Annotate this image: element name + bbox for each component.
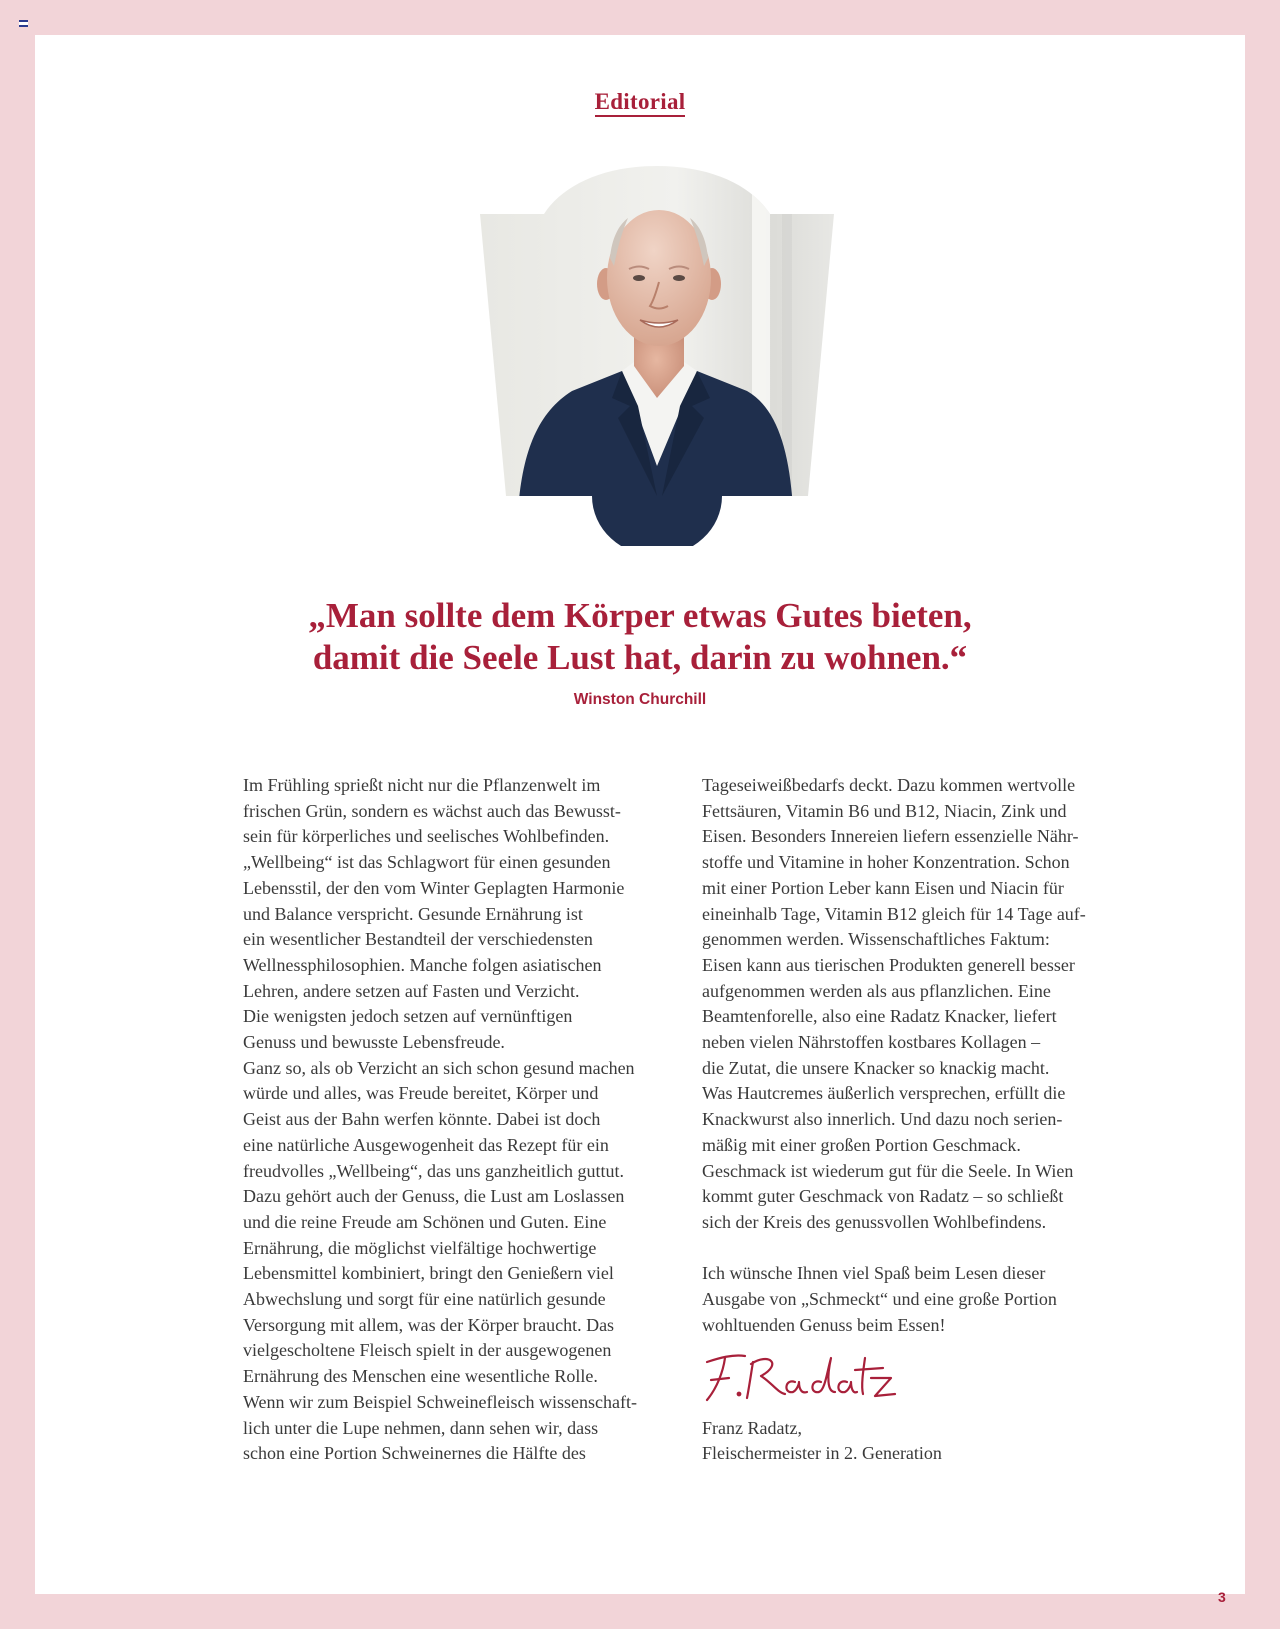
- editorial-page: [35, 35, 1245, 1605]
- closing-line: wohltuenden Genuss beim Essen!: [702, 1314, 946, 1335]
- text-line: kommt guter Geschmack von Radatz – so schließt: [702, 1186, 1064, 1207]
- text-line: Versorgung mit allem, was der Körper braucht. Das: [243, 1314, 615, 1335]
- text-line: sich der Kreis des genussvollen Wohlbefindens.: [702, 1211, 1047, 1232]
- pull-quote-line: damit die Seele Lust hat, darin zu wohnen.“: [312, 638, 968, 677]
- text-line: eineinhalb Tage, Vitamin B12 gleich für 14 Tage auf-: [702, 903, 1086, 924]
- text-line: Genuss und bewusste Lebensfreude.: [243, 1032, 505, 1053]
- text-line: Lehren, andere setzen auf Fasten und Verzicht.: [243, 980, 580, 1001]
- page-number: 3: [1218, 1589, 1226, 1605]
- text-line: und Balance verspricht. Gesunde Ernährung ist: [243, 903, 583, 924]
- signoff-name: Franz Radatz,: [702, 1417, 802, 1438]
- text-line: Ganz so, als ob Verzicht an sich schon gesund machen: [243, 1057, 635, 1078]
- text-line: Fettsäuren, Vitamin B6 und B12, Niacin, Zink und: [702, 800, 1067, 821]
- text-line: würde und alles, was Freude bereitet, Körper und: [243, 1083, 599, 1104]
- text-line: Was Hautcremes äußerlich versprechen, erfüllt die: [702, 1083, 1066, 1104]
- text-line: Dazu gehört auch der Genuss, die Lust am Loslassen: [243, 1186, 625, 1207]
- text-line: stoffe und Vitamine in hoher Konzentration. Schon: [702, 852, 1070, 873]
- text-line: frischen Grün, sondern es wächst auch das Bewusst-: [243, 800, 621, 821]
- text-line: Lebensmittel kombiniert, bringt den Genießern viel: [243, 1263, 614, 1284]
- pull-quote: [35, 595, 1245, 679]
- text-line: die Zutat, die unsere Knacker so knackig macht.: [702, 1057, 1050, 1078]
- text-line: Eisen. Besonders Innereien liefern essenzielle Nähr-: [702, 826, 1079, 847]
- text-line: Geist aus der Bahn werfen könnte. Dabei ist doch: [243, 1109, 601, 1130]
- closing-line: Ich wünsche Ihnen viel Spaß beim Lesen dieser: [702, 1263, 1046, 1284]
- text-line: Ernährung, die möglichst vielfältige hochwertige: [243, 1237, 597, 1258]
- text-line: sein für körperliches und seelisches Wohlbefinden.: [243, 826, 610, 847]
- article-column-left: [243, 773, 637, 1467]
- text-line: freudvolles „Wellbeing“, das uns ganzheitlich guttut.: [243, 1160, 624, 1181]
- paragraph-gap: [702, 1236, 1086, 1262]
- text-line: mit einer Portion Leber kann Eisen und Niacin für: [702, 877, 1064, 898]
- text-line: genommen werden. Wissenschaftliches Faktum:: [702, 929, 1050, 950]
- section-heading-label: Editorial: [595, 89, 686, 117]
- text-line: Wenn wir zum Beispiel Schweinefleisch wissenschaft-: [243, 1391, 637, 1412]
- text-line: aufgenommen werden als aus pflanzlichen. Eine: [702, 980, 1051, 1001]
- portrait-photo: [462, 166, 852, 546]
- text-line: mäßig mit einer großen Portion Geschmack.: [702, 1134, 1021, 1155]
- text-line: und die reine Freude am Schönen und Guten. Eine: [243, 1211, 607, 1232]
- handwritten-signature: [699, 1348, 899, 1408]
- text-line: eine natürliche Ausgewogenheit das Rezept für ein: [243, 1134, 609, 1155]
- text-line: schon eine Portion Schweinernes die Hälfte des: [243, 1443, 586, 1464]
- text-line: Ernährung des Menschen eine wesentliche Rolle.: [243, 1366, 598, 1387]
- text-line: Geschmack ist wiederum gut für die Seele. In Wien: [702, 1160, 1074, 1181]
- signoff-title: Fleischermeister in 2. Generation: [702, 1443, 942, 1464]
- text-line: Im Frühling sprießt nicht nur die Pflanzenwelt im: [243, 775, 601, 795]
- text-line: ein wesentlicher Bestandteil der verschiedensten: [243, 929, 593, 950]
- text-line: Abwechslung und sorgt für eine natürlich gesunde: [243, 1289, 606, 1310]
- text-line: Knackwurst also innerlich. Und dazu noch serien-: [702, 1109, 1063, 1130]
- text-line: lich unter die Lupe nehmen, dann sehen wir, dass: [243, 1417, 599, 1438]
- section-heading: [35, 89, 1245, 115]
- text-line: Wellnessphilosophien. Manche folgen asiatischen: [243, 954, 602, 975]
- corner-flag-icon: [19, 20, 28, 27]
- text-line: Beamtenforelle, also eine Radatz Knacker, liefert: [702, 1006, 1057, 1027]
- text-line: Eisen kann aus tierischen Produkten generell besser: [702, 954, 1075, 975]
- text-line: Die wenigsten jedoch setzen auf vernünftigen: [243, 1006, 573, 1027]
- text-line: vielgescholtene Fleisch spielt in der ausgewogenen: [243, 1340, 612, 1361]
- text-line: „Wellbeing“ ist das Schlagwort für einen gesunden: [243, 852, 611, 873]
- text-line: Lebensstil, der den vom Winter Geplagten Harmonie: [243, 877, 625, 898]
- text-line: Tageseiweißbedarfs deckt. Dazu kommen wertvolle: [702, 775, 1076, 795]
- quote-author: Winston Churchill: [573, 691, 707, 708]
- closing-line: Ausgabe von „Schmeckt“ und eine große Portion: [702, 1289, 1057, 1310]
- pull-quote-line: „Man sollte dem Körper etwas Gutes bieten,: [308, 596, 972, 635]
- text-line: neben vielen Nährstoffen kostbares Kollagen –: [702, 1032, 1041, 1053]
